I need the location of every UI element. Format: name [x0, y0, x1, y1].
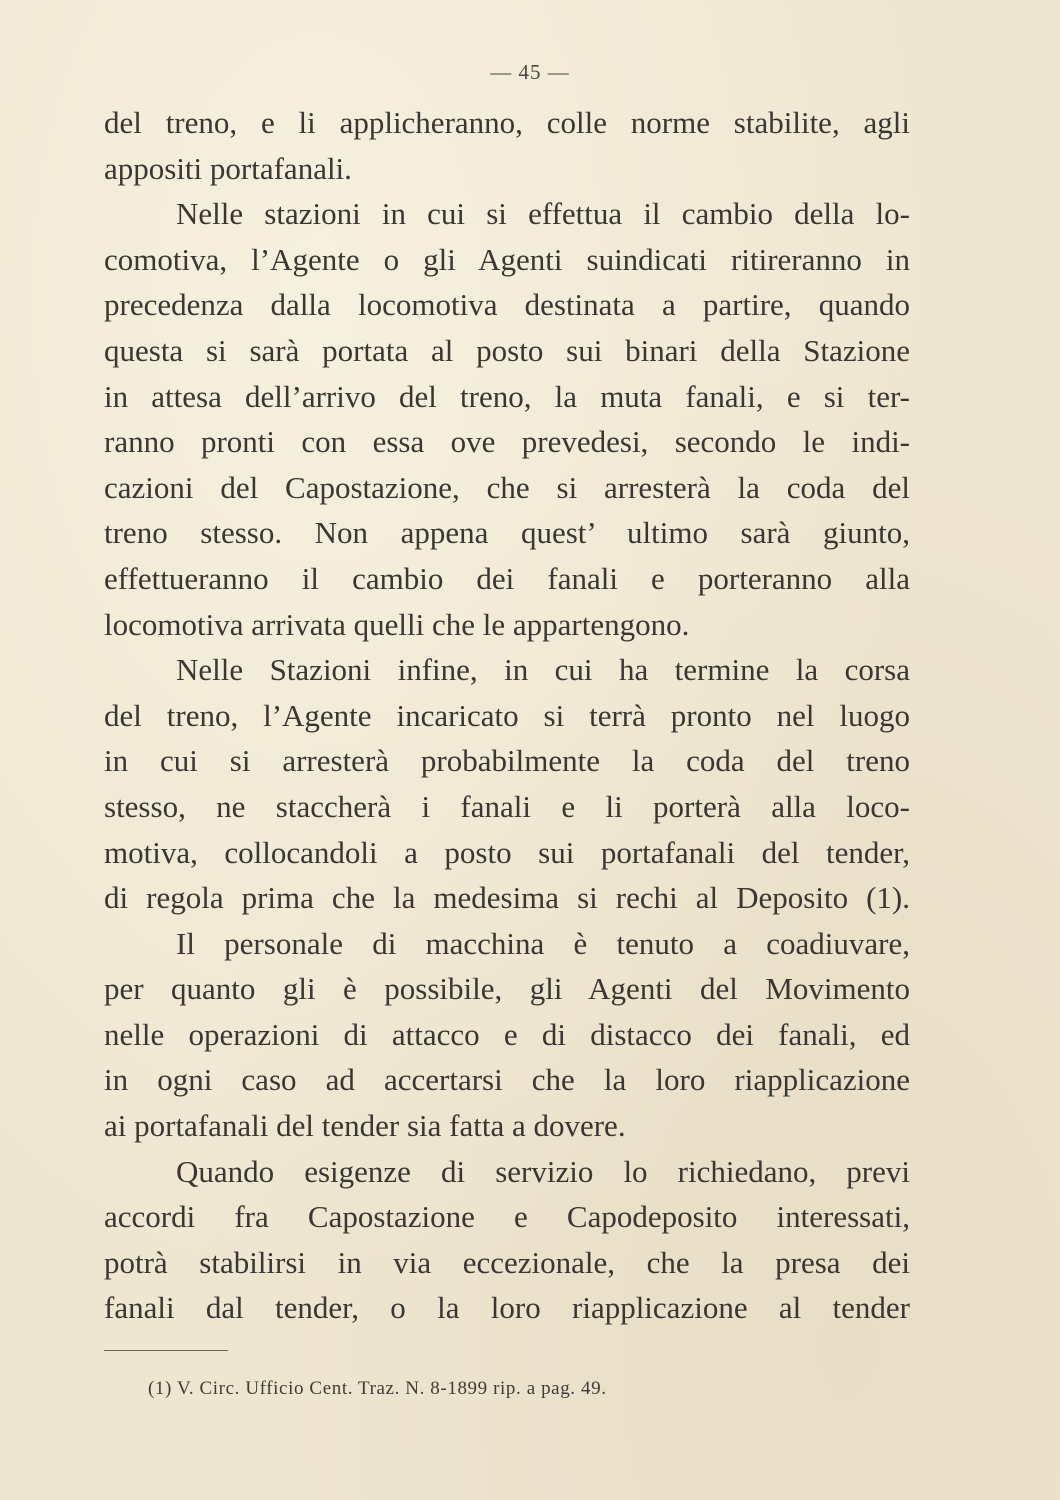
text-line: questa si sarà portata al posto sui binari della Stazione	[104, 332, 910, 368]
text-line: stesso, ne staccherà i fanali e li porterà alla loco-	[104, 788, 910, 824]
text-line: locomotiva arrivata quelli che le appartengono.	[104, 606, 690, 642]
text-line: potrà stabilirsi in via eccezionale, che la presa dei	[104, 1244, 910, 1280]
text-line: nelle operazioni di attacco e di distacco dei fanali, ed	[104, 1016, 910, 1052]
text-line: in attesa dell’arrivo del treno, la muta fanali, e si ter-	[104, 378, 910, 414]
text-line: ranno pronti con essa ove prevedesi, secondo le indi-	[104, 424, 910, 460]
text-line: di regola prima che la medesima si rechi al Deposito (1).	[104, 880, 910, 916]
text-line: comotiva, l’Agente o gli Agenti suindicati ritireranno in	[104, 241, 910, 277]
text-line: del treno, e li applicheranno, colle norme stabilite, agli	[104, 105, 910, 140]
text-line: del treno, l’Agente incaricato si terrà pronto nel luogo	[104, 697, 910, 733]
text-line: treno stesso. Non appena quest’ ultimo sarà giunto,	[104, 515, 910, 551]
footnote: (1) V. Circ. Ufficio Cent. Traz. N. 8-1899 rip. a pag. 49.	[148, 1378, 607, 1399]
text-line: in cui si arresterà probabilmente la coda del treno	[104, 743, 910, 779]
text-line: precedenza dalla locomotiva destinata a partire, quando	[104, 287, 910, 323]
paragraph-first-line: Nelle Stazioni infine, in cui ha termine la corsa	[176, 652, 910, 688]
text-line: in ogni caso ad accertarsi che la loro riapplicazione	[104, 1062, 910, 1098]
paragraph-first-line: Il personale di macchina è tenuto a coadiuvare,	[176, 925, 910, 961]
footnote-divider	[104, 1350, 228, 1351]
paragraph-first-line: Nelle stazioni in cui si effettua il cambio della lo-	[176, 196, 910, 232]
text-line: ai portafanali del tender sia fatta a dovere.	[104, 1108, 626, 1144]
page-number: — 45 —	[490, 60, 570, 84]
text-line: effettueranno il cambio dei fanali e porteranno alla	[104, 560, 910, 596]
text-line: cazioni del Capostazione, che si arresterà la coda del	[104, 469, 910, 505]
text-line: motiva, collocandoli a posto sui portafanali del tender,	[104, 834, 910, 870]
body-text	[104, 100, 910, 1331]
text-line: appositi portafanali.	[104, 150, 352, 186]
text-line: fanali dal tender, o la loro riapplicazione al tender	[104, 1290, 910, 1326]
text-line: per quanto gli è possibile, gli Agenti del Movimento	[104, 971, 910, 1007]
paragraph-first-line: Quando esigenze di servizio lo richiedano, previ	[176, 1153, 910, 1189]
text-line: accordi fra Capostazione e Capodeposito interessati,	[104, 1199, 910, 1235]
